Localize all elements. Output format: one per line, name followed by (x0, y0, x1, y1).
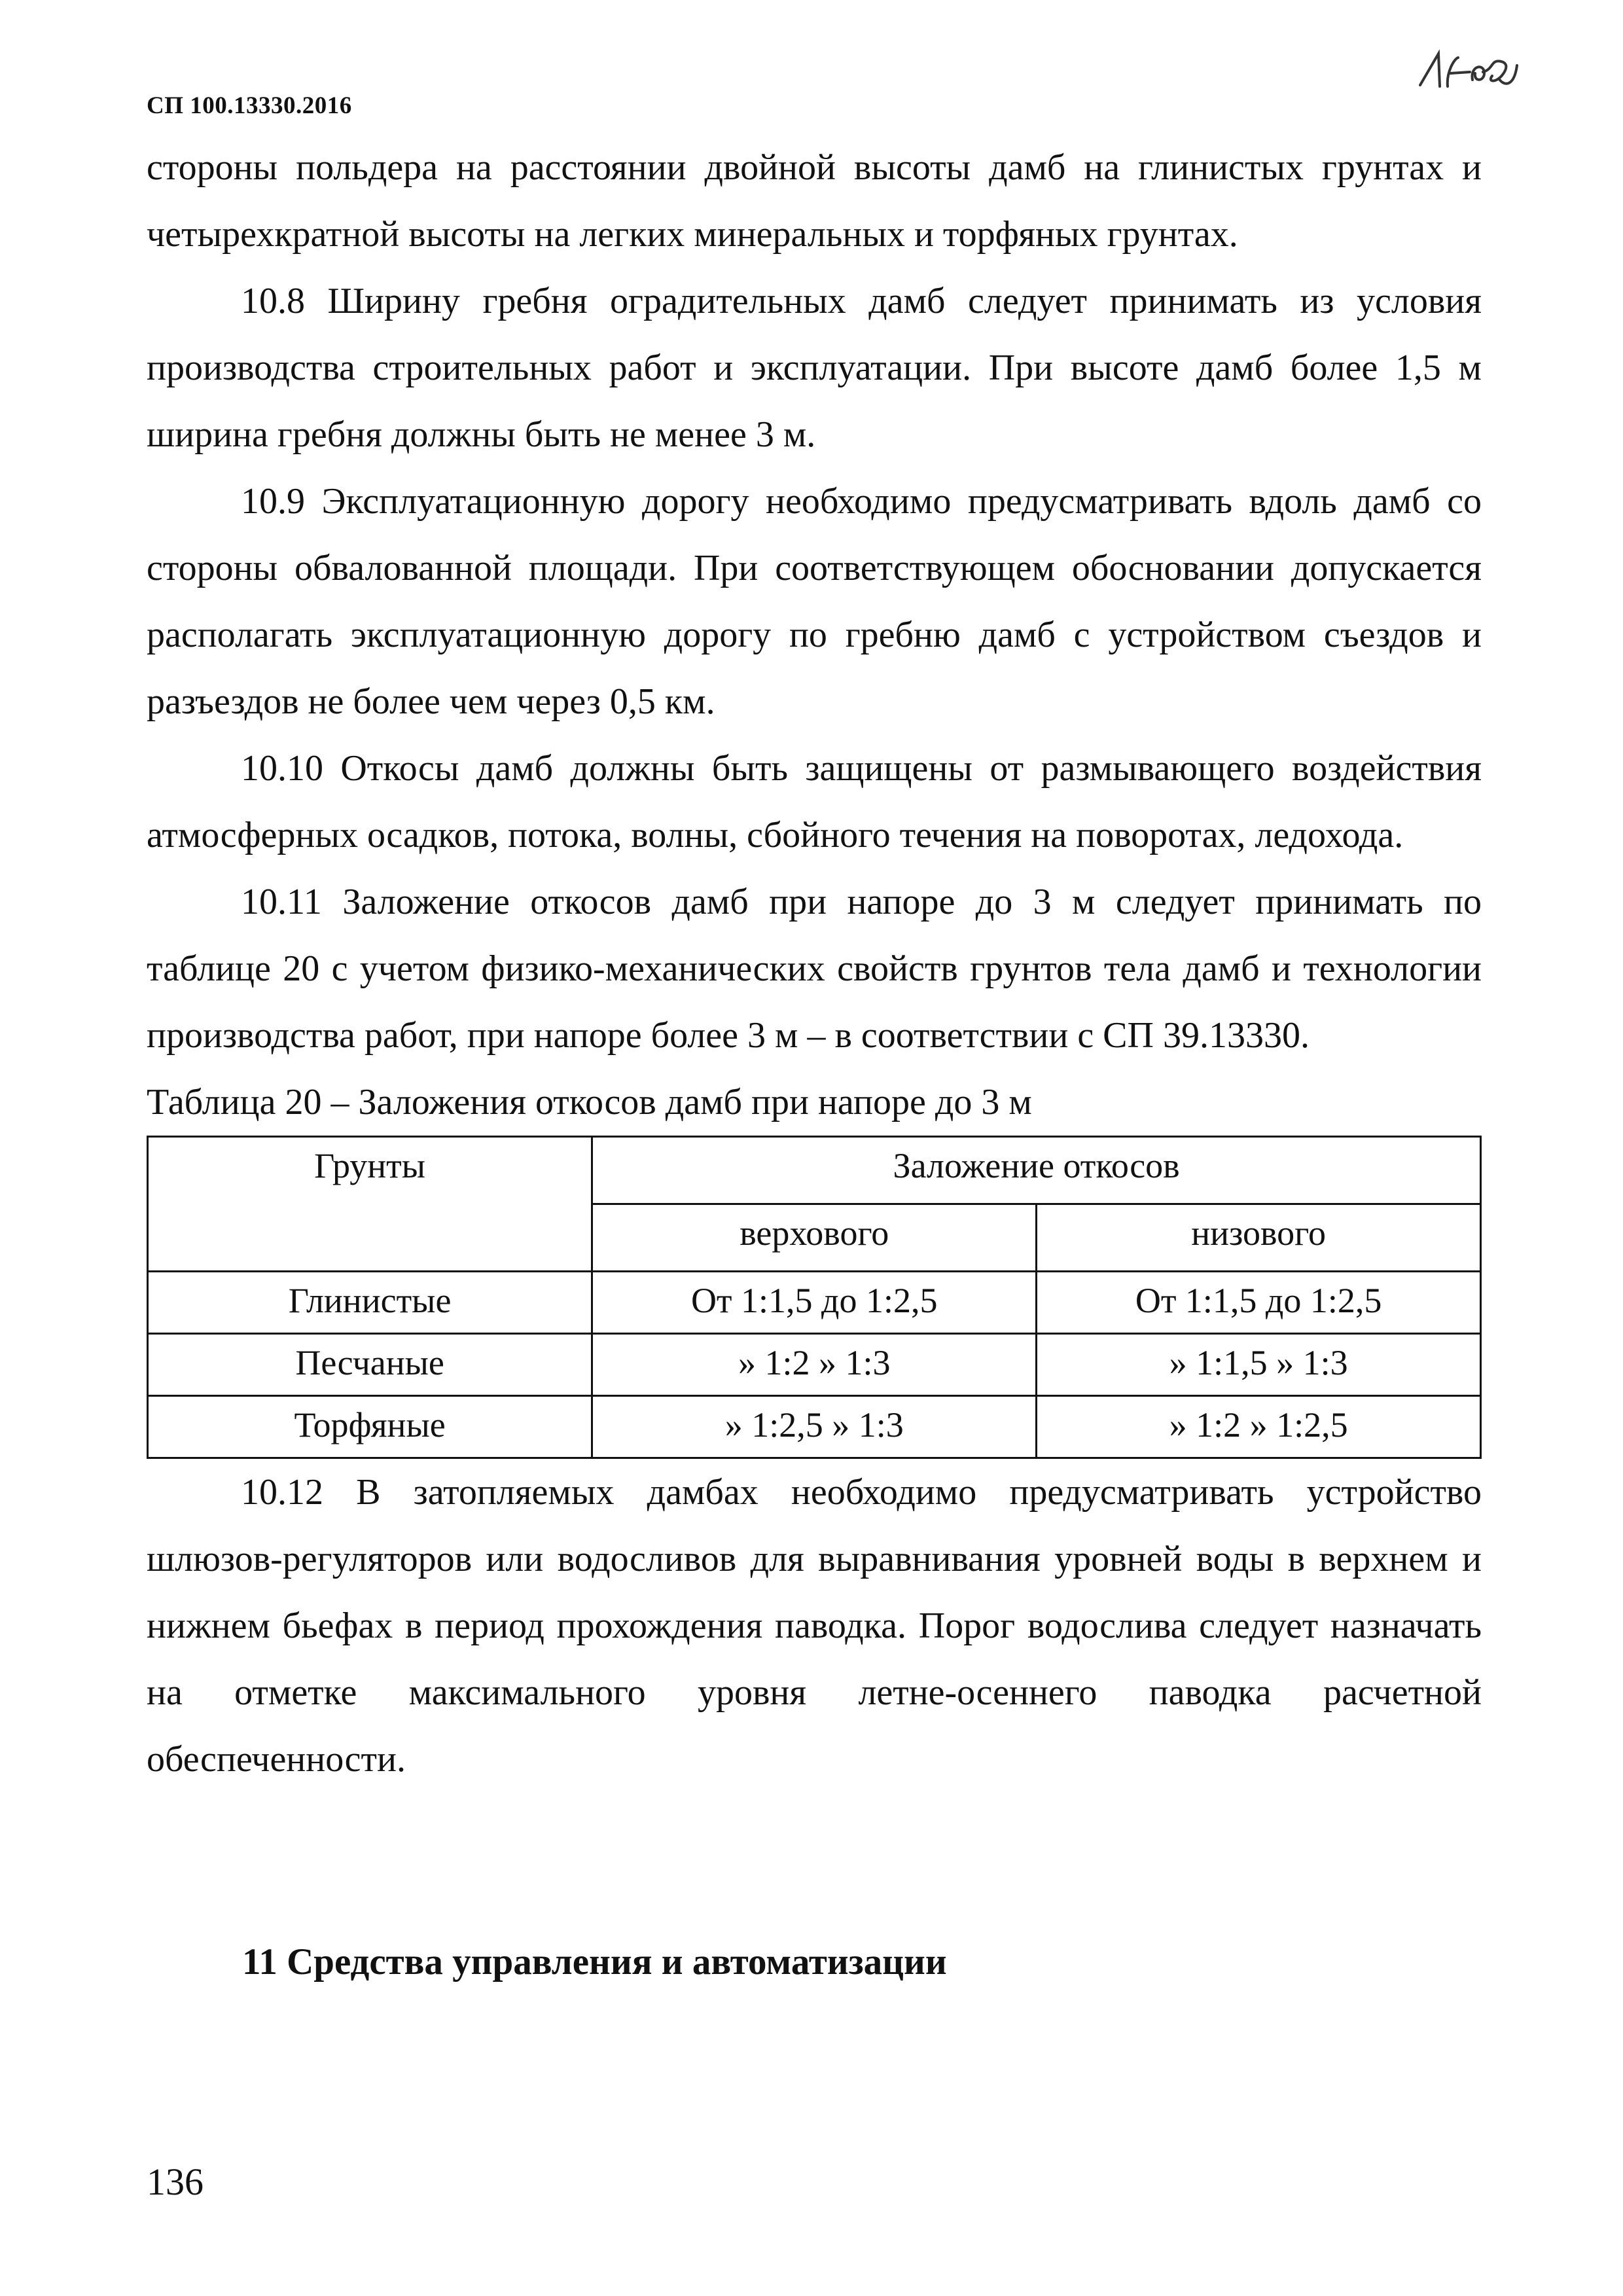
table-row (148, 1334, 1481, 1396)
cell-soil: Торфяные (148, 1396, 592, 1458)
header-upper: верхового (592, 1204, 1037, 1272)
paragraph-10-10: 10.10 Откосы дамб должны быть защищены от размывающего воздействия атмосферных осадков, потока, волны, сбойного течения на поворотах, ледохода. (147, 748, 1482, 855)
table-header-row (148, 1137, 1481, 1204)
paragraph-continuation: стороны польдера на расстоянии двойной высоты дамб на глинистых грунтах и четырехкратной высоты на легких минеральных и торфяных грунтах. (147, 147, 1482, 255)
page-number: 136 (147, 2161, 204, 2203)
paragraph-10-8: 10.8 Ширину гребня оградительных дамб следует принимать из условия производства строительных работ и эксплуатации. При высоте дамб более 1,5 м ширина гребня должны быть не менее 3 м. (147, 281, 1482, 455)
cell-upper: От 1:1,5 до 1:2,5 (592, 1272, 1037, 1334)
table-row (148, 1396, 1481, 1458)
table-caption: Таблица 20 – Заложения откосов дамб при напоре до 3 м (147, 1082, 1032, 1122)
cell-upper: » 1:2,5 » 1:3 (592, 1396, 1037, 1458)
cell-soil: Глинистые (148, 1272, 592, 1334)
header-slopes: Заложение откосов (592, 1137, 1481, 1204)
paragraph-10-11: 10.11 Заложение откосов дамб при напоре до 3 м следует принимать по таблице 20 с учетом физико-механических свойств грунтов тела дамб и технологии производства работ, при напоре более 3 м – в соответствии с СП 39.13330. (147, 882, 1482, 1056)
paragraph-10-9: 10.9 Эксплуатационную дорогу необходимо предусматривать вдоль дамб со стороны обвалованной площади. При соответствующем обосновании допускается располагать эксплуатационную дорогу по гребню дамб с устройством съездов и разъездов не более чем через 0,5 км. (147, 481, 1482, 722)
cell-lower: От 1:1,5 до 1:2,5 (1037, 1272, 1481, 1334)
cell-upper: » 1:2 » 1:3 (592, 1334, 1037, 1396)
slopes-table (147, 1136, 1482, 1459)
handwritten-page-number (1407, 39, 1531, 98)
document-code: СП 100.13330.2016 (147, 92, 352, 119)
table-row (148, 1272, 1481, 1334)
body-text (147, 134, 1482, 1793)
paragraph-10-12: 10.12 В затопляемых дамбах необходимо предусматривать устройство шлюзов-регуляторов или водосливов для выравнивания уровней воды в верхнем и нижнем бьефах в период прохождения паводка. Порог водослива следует назначать на отметке максимального уровня летне-осеннего паводка расчетной обеспеченности. (147, 1472, 1482, 1780)
section-heading: 11 Средства управления и автоматизации (242, 1941, 947, 1982)
header-soil: Грунты (148, 1137, 592, 1272)
cell-lower: » 1:2 » 1:2,5 (1037, 1396, 1481, 1458)
cell-lower: » 1:1,5 » 1:3 (1037, 1334, 1481, 1396)
cell-soil: Песчаные (148, 1334, 592, 1396)
header-lower: низового (1037, 1204, 1481, 1272)
